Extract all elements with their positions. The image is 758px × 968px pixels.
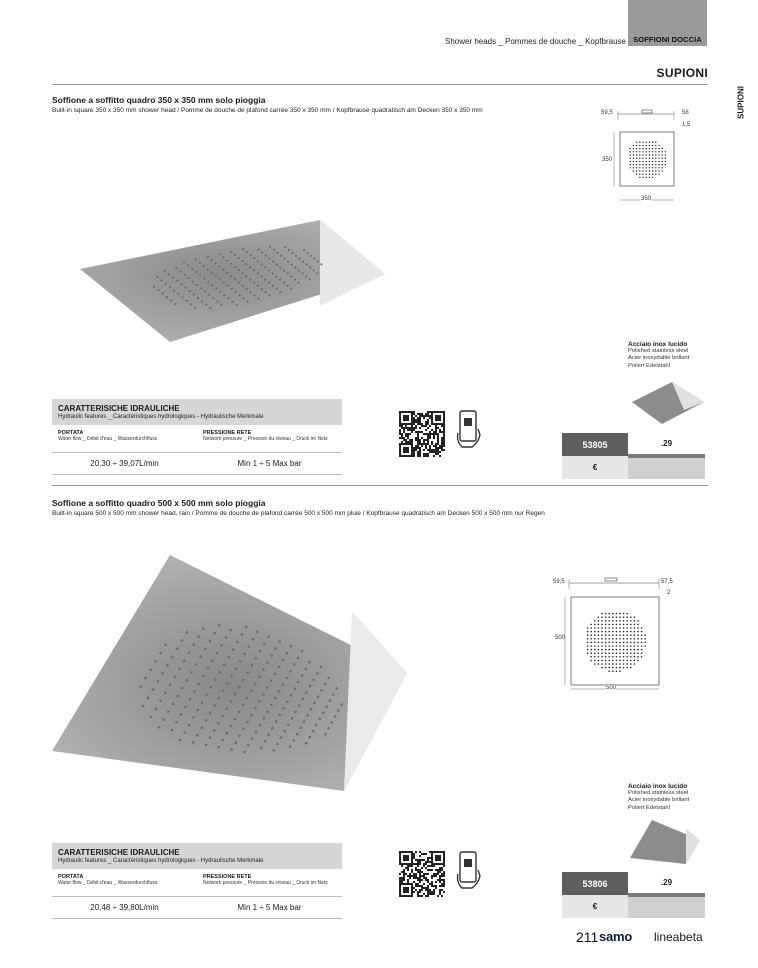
finish-title: Acciaio inox lucido — [628, 783, 688, 790]
hydraulics-subtitle: Hydraulic features _ Caractéristiques hydrologiques - Hydraulische Merkmale — [58, 858, 264, 864]
product-2-subtitle: Built-in square 500 x 500 mm shower head, rain / Pomme de douche de plafond carrée 500 x 500 mm pluie / Kopfbrause quadratisch am Decken 500 x 500 mm nur Regen — [52, 510, 545, 517]
dim-height: 500 — [555, 635, 566, 641]
finish-line: Acier inoxydable brillant — [628, 355, 690, 362]
hydraulics-title: CARATTERISICHE IDRAULICHE — [58, 404, 180, 413]
product-1-title: Soffione a soffitto quadro 350 x 350 mm solo pioggia — [52, 95, 266, 105]
finish-line: Acier inoxydable brillant — [628, 797, 690, 804]
pressure-value: Min 1 ÷ 5 Max bar — [237, 903, 302, 912]
flow-desc: Water flow _ Débit d'eau _ Wasserdurchfluss — [58, 880, 158, 886]
dim-right: 58 — [682, 110, 689, 116]
price-cell — [628, 458, 705, 479]
product-1-finish-swatch — [632, 380, 704, 429]
product-1-image — [80, 214, 390, 344]
currency-cell: € — [562, 456, 628, 479]
smartphone-scan-icon — [456, 409, 482, 454]
smartphone-scan-icon — [456, 850, 482, 895]
product-2-drawing — [553, 575, 678, 700]
flow-label: PORTATA — [58, 430, 84, 436]
product-1-finish — [628, 341, 689, 370]
product-1-hydraulics — [52, 399, 342, 475]
finish-suffix: .29 — [628, 872, 705, 897]
product-1-drawing — [598, 108, 698, 208]
flow-value: 20,30 ÷ 39,07L/min — [90, 459, 159, 468]
product-code[interactable]: 53806 — [562, 872, 628, 895]
section-divider — [52, 485, 708, 486]
pressure-desc: Network pressure _ Pression du réseau _ Druck im Netz — [203, 436, 328, 442]
qr-code-icon[interactable] — [399, 411, 445, 462]
dim-left: 59,5 — [601, 110, 613, 116]
product-2-title: Soffione a soffitto quadro 500 x 500 mm solo pioggia — [52, 498, 266, 508]
dim-right: 57,5 — [661, 579, 673, 585]
dim-height: 350 — [602, 157, 613, 163]
header-divider — [52, 84, 708, 85]
currency-cell: € — [562, 895, 628, 918]
product-2-image — [52, 553, 412, 793]
product-2-finish-swatch — [630, 818, 700, 869]
flow-desc: Water flow _ Débit d'eau _ Wasserdurchfluss — [58, 436, 158, 442]
pressure-label: PRESSIONE RETE — [203, 430, 252, 436]
product-1-subtitle: Built-in square 350 x 350 mm shower head / Pomme de douche de plafond carrée 350 x 350 mm / Kopfbrause quadratisch am Decken 350 x 350 mm — [52, 107, 483, 114]
breadcrumb: Shower heads _ Pommes de douche _ Kopfbrause — [444, 37, 626, 46]
product-2-code-table — [562, 872, 705, 918]
finish-title: Acciaio inox lucido — [628, 341, 688, 348]
finish-line: Poliert Edelstahl — [628, 362, 670, 369]
category-tab — [628, 0, 707, 46]
price-cell — [628, 897, 705, 918]
pressure-label: PRESSIONE RETE — [203, 874, 252, 880]
hydraulics-subtitle: Hydraulic features _ Caractéristiques hydrologiques - Hydraulische Merkmale — [58, 414, 264, 420]
product-code[interactable]: 53805 — [562, 433, 628, 456]
brand-line: lineabeta — [654, 930, 703, 944]
dim-width: 500 — [606, 685, 617, 691]
dim-width: 350 — [641, 196, 652, 202]
flow-label: PORTATA — [58, 874, 84, 880]
finish-line: Polished stainless steel — [628, 790, 689, 796]
finish-line: Polished stainless steel — [628, 348, 689, 354]
dim-right-sub: 1,5 — [682, 122, 691, 128]
brand-logo: samo — [599, 929, 633, 944]
dim-right-sub: 2 — [667, 590, 671, 596]
finish-line: Poliert Edelstahl — [628, 804, 670, 811]
flow-value: 20,48 ÷ 39,80L/min — [90, 903, 159, 912]
pressure-value: Min 1 ÷ 5 Max bar — [237, 459, 302, 468]
dim-left: 59,5 — [553, 579, 565, 585]
product-1-code-table — [562, 433, 705, 479]
qr-code-icon[interactable] — [399, 851, 445, 902]
series-title: SUPIONI — [656, 66, 708, 80]
pressure-desc: Network pressure _ Pression du réseau _ Druck im Netz — [203, 880, 328, 886]
category-tab-label: SOFFIONI DOCCIA — [633, 35, 702, 44]
finish-suffix: .29 — [628, 433, 705, 458]
page-number: 211 — [576, 929, 599, 945]
product-2-finish — [628, 783, 689, 812]
side-series-label: SUPIONI — [736, 86, 746, 119]
hydraulics-title: CARATTERISICHE IDRAULICHE — [58, 848, 180, 857]
product-2-hydraulics — [52, 843, 342, 919]
